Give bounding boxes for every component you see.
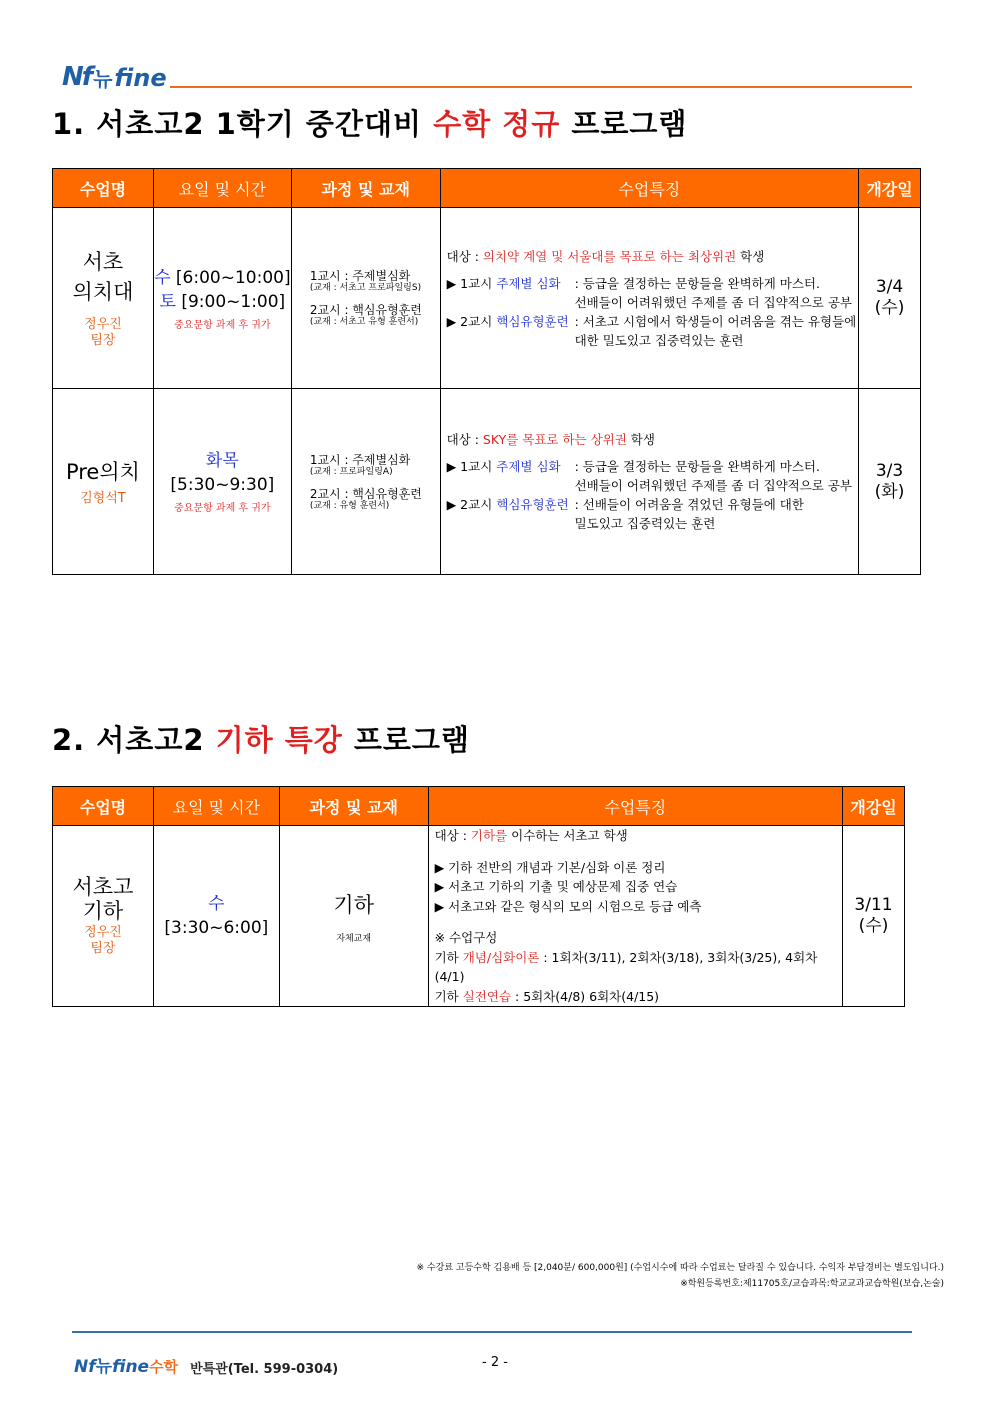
header-features: 수업특징 bbox=[428, 787, 842, 826]
course-2: 2교시 : 핵심유형훈련 (교재 : 서초고 유형 훈련서) bbox=[309, 303, 422, 327]
schedule-days: 화목 bbox=[205, 451, 239, 471]
open-day: (수) bbox=[874, 298, 905, 318]
logo bbox=[62, 62, 167, 92]
page-number: - 2 - bbox=[482, 1355, 508, 1370]
open-date: 3/11 bbox=[854, 895, 893, 915]
composition-title: ※ 수업구성 bbox=[434, 930, 498, 945]
course-cell bbox=[291, 208, 440, 389]
schedule-day: 수 bbox=[208, 894, 225, 914]
schedule-note: 중요문항 과제 후 귀가 bbox=[174, 503, 271, 514]
header-divider bbox=[170, 86, 912, 88]
feature-bullet: ▶ 기하 전반의 개념과 기본/심화 이론 정리 bbox=[434, 859, 666, 875]
open-day: (수) bbox=[858, 916, 889, 936]
period-1-line: ▶ 1교시 주제별 심화 : 등급을 결정하는 문항들을 완벽하게 마스터. bbox=[446, 275, 820, 291]
class-name: 서초 bbox=[82, 250, 124, 274]
course-book: 자체교재 bbox=[336, 933, 372, 944]
header-open-date: 개강일 bbox=[859, 169, 921, 208]
section1-table bbox=[52, 168, 921, 575]
schedule-cell bbox=[153, 389, 291, 575]
course-name: 기하 bbox=[333, 892, 374, 917]
section1-title: 1. 서초고2 1학기 중간대비 수학 정규 프로그램 bbox=[52, 107, 688, 141]
course-2: 2교시 : 핵심유형훈련 (교재 : 유형 훈련서) bbox=[309, 486, 422, 511]
period-1-line: ▶ 1교시 주제별 심화 : 등급을 결정하는 문항들을 완벽하게 마스터. bbox=[446, 459, 820, 474]
header-course: 과정 및 교재 bbox=[279, 787, 428, 826]
header-open-date: 개강일 bbox=[843, 787, 905, 826]
features-cell: 대상 : SKY를 목표로 하는 상위권 학생 ▶ 1교시 주제별 심화 : 등급을 결정하는 문항들을 완벽하게 마스터. 선배들이 어려워했던 주제를 좀 더 집약적으로 공부 ▶ 2교시 핵심유형훈련 : 선배들이 어려움을 겪었던 유형들에 대한 밀도있고 집중력있는 훈련 bbox=[440, 389, 858, 575]
features-cell: 대상 : 의치약 계열 및 서울대를 목표로 하는 최상위권 학생 ▶ 1교시 주제별 심화 : 등급을 결정하는 문항들을 완벽하게 마스터. 선배들이 어려워했던 주제를 좀 더 집약적으로 공부 ▶ 2교시 핵심유형훈련 : 서초고 시험에서 학생들이 어려움을 겪는 유형들에 대한 밀도있고 집중력있는 훈련 bbox=[440, 208, 858, 389]
composition-line-2: 기하 실전연습 : 5회차(4/8) 6회차(4/15) bbox=[434, 988, 660, 1004]
header-class-name: 수업명 bbox=[53, 787, 154, 826]
target-line: 대상 : 기하를 이수하는 서초고 학생 bbox=[434, 828, 628, 843]
schedule-line-2: 토 [9:00~1:00] bbox=[159, 291, 286, 312]
schedule-time: [5:30~9:30] bbox=[170, 475, 275, 495]
header-course: 과정 및 교재 bbox=[291, 169, 440, 208]
logo-korean: 뉴 bbox=[93, 67, 113, 91]
schedule-time: [3:30~6:00] bbox=[164, 918, 269, 938]
composition-line-1: 기하 개념/심화이론 : 1회차(3/11), 2회차(3/18), 3회차(3/25), 4회차(4/1) bbox=[434, 949, 818, 984]
target-line: 대상 : 의치약 계열 및 서울대를 목표로 하는 최상위권 학생 bbox=[446, 248, 765, 264]
course-cell bbox=[279, 826, 428, 1007]
footer-logo: Nf 뉴 fine 수학 반특관(Tel. 599-0304) bbox=[74, 1357, 339, 1377]
period-2-line: ▶ 2교시 핵심유형훈련 : 선배들이 어려움을 겪었던 유형들에 대한 bbox=[446, 497, 804, 512]
course-cell bbox=[291, 389, 440, 575]
header-schedule: 요일 및 시간 bbox=[153, 169, 291, 208]
open-date-cell bbox=[843, 826, 905, 1007]
open-date-cell bbox=[859, 389, 921, 575]
teacher: 김형석T bbox=[80, 490, 126, 506]
table-header-row bbox=[53, 787, 905, 826]
section2-table bbox=[52, 786, 905, 1007]
header-class-name: 수업명 bbox=[53, 169, 154, 208]
target-line: 대상 : SKY를 목표로 하는 상위권 학생 bbox=[446, 432, 655, 447]
section2-title: 2. 서초고2 기하 특강 프로그램 bbox=[52, 723, 470, 757]
class-name-2: 기하 bbox=[82, 899, 124, 923]
class-name-cell bbox=[53, 389, 154, 575]
features-cell bbox=[428, 826, 842, 1007]
course-1: 1교시 : 주제별심화 (교재 : 프로파일링A) bbox=[309, 452, 411, 477]
table-row bbox=[53, 208, 921, 389]
open-date: 3/4 bbox=[875, 277, 904, 297]
class-name: 서초고 bbox=[72, 875, 134, 899]
open-date: 3/3 bbox=[875, 460, 904, 481]
feature-bullet: ▶ 서초고와 같은 형식의 모의 시험으로 등급 예측 bbox=[434, 898, 702, 914]
logo-mark: Nf bbox=[62, 62, 92, 92]
class-name-cell bbox=[53, 826, 154, 1007]
table-header-row bbox=[53, 169, 921, 208]
schedule-cell bbox=[153, 208, 291, 389]
footer-divider bbox=[72, 1331, 912, 1333]
registration-note: ※학원등록번호:제11705호/교습과목:학교교과교습학원(보습,논술) bbox=[680, 1279, 944, 1289]
class-name: Pre의치 bbox=[65, 459, 140, 484]
feature-bullet: ▶ 서초고 기하의 기출 및 예상문제 집중 연습 bbox=[434, 879, 678, 894]
tuition-note: ※ 수강료 고등수학 김용배 등 [2,040분/ 600,000원] (수업시수에 따라 수업료는 달라질 수 있습니다. 수익자 부담경비는 별도입니다.) bbox=[416, 1263, 944, 1273]
header-schedule: 요일 및 시간 bbox=[153, 787, 279, 826]
class-name-cell bbox=[53, 208, 154, 389]
teacher: 정우진 팀장 bbox=[84, 925, 122, 956]
logo-fine: fine bbox=[114, 64, 167, 92]
schedule-line-1: 수 [6:00~10:00] bbox=[154, 267, 291, 288]
open-day: (화) bbox=[874, 481, 905, 502]
open-date-cell bbox=[859, 208, 921, 389]
course-1: 1교시 : 주제별심화 (교재 : 서초고 프로파일링S) bbox=[309, 269, 422, 293]
header-features: 수업특징 bbox=[440, 169, 858, 208]
class-name-2: 의치대 bbox=[72, 280, 134, 304]
table-row bbox=[53, 389, 921, 575]
schedule-note: 중요문항 과제 후 귀가 bbox=[174, 319, 271, 331]
period-2-line: ▶ 2교시 핵심유형훈련 : 서초고 시험에서 학생들이 어려움을 겪는 유형들에 bbox=[446, 313, 857, 329]
table-row bbox=[53, 826, 905, 1007]
branch-contact: 반특관(Tel. 599-0304) bbox=[190, 1362, 339, 1377]
schedule-cell bbox=[153, 826, 279, 1007]
teacher: 정우진 팀장 bbox=[84, 317, 122, 348]
